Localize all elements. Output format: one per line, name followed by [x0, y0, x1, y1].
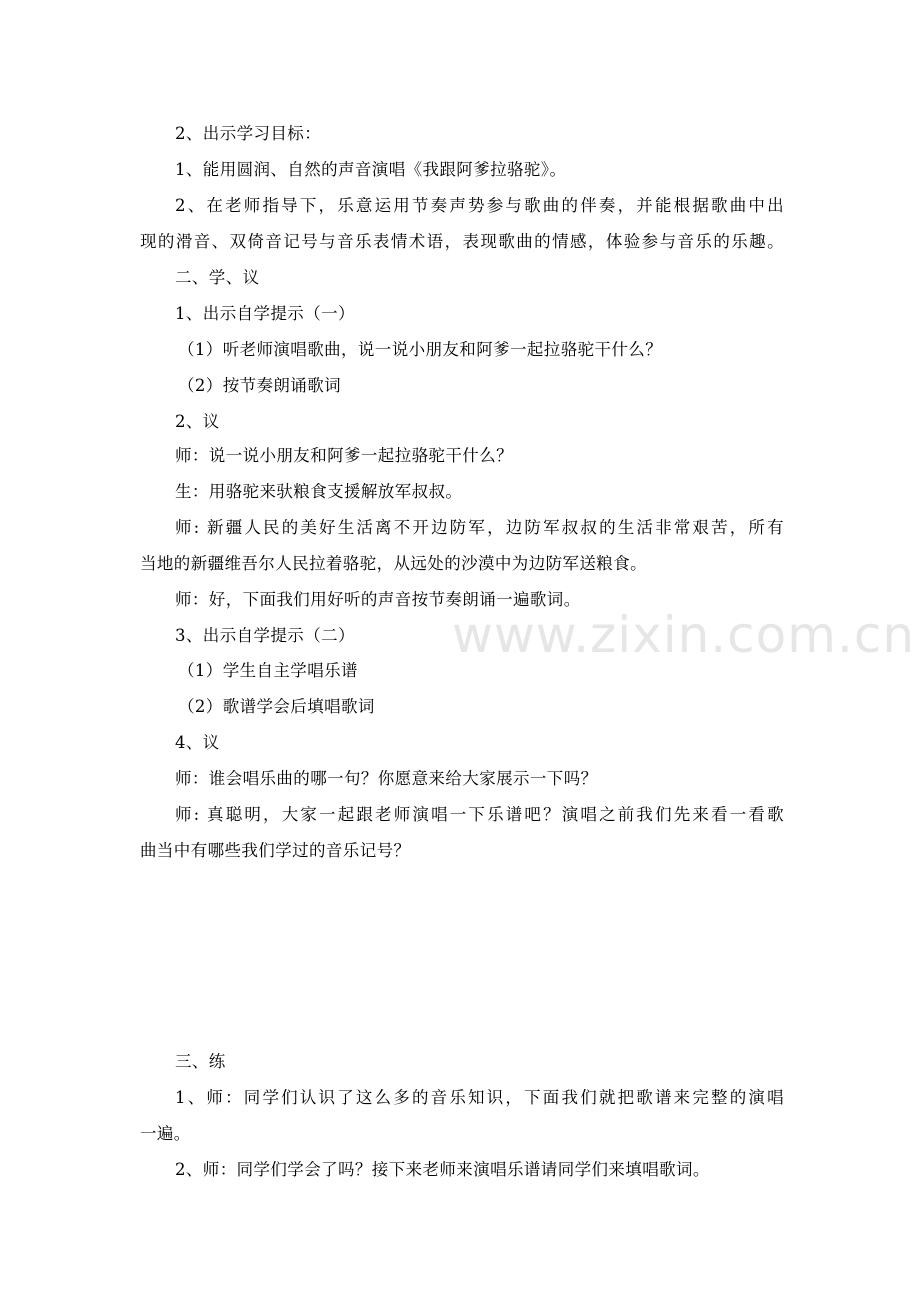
paragraph-line: 师：好，下面我们用好听的声音按节奏朗诵一遍歌词。: [175, 590, 581, 609]
paragraph-line: 生：用骆驼来驮粮食支援解放军叔叔。: [175, 482, 463, 501]
section-heading: 三、练: [175, 1052, 226, 1071]
paragraph-line: 2、出示学习目标：: [175, 124, 322, 143]
paragraph-line: 当地的新疆维吾尔人民拉着骆驼，从远处的沙漠中为边防军送粮食。: [140, 554, 647, 573]
paragraph-line: 师：谁会唱乐曲的哪一句？你愿意来给大家展示一下吗？: [175, 769, 598, 788]
paragraph-line: 师: 真聪明，大家一起跟老师演唱一下乐谱吧？演唱之前我们先来看一看歌: [175, 805, 784, 824]
paragraph-line: 一遍。: [140, 1124, 191, 1143]
paragraph-line: 4、议: [175, 733, 220, 752]
paragraph-line: 曲当中有哪些我们学过的音乐记号？: [140, 841, 411, 860]
paragraph-line: （1）学生自主学唱乐谱: [178, 661, 358, 680]
paragraph-line: 2、师：同学们学会了吗？接下来老师来演唱乐谱请同学们来填唱歌词。: [175, 1160, 710, 1179]
paragraph-line: 1、出示自学提示（一）: [175, 304, 355, 323]
paragraph-line: 师：说一说小朋友和阿爹一起拉骆驼干什么？: [175, 446, 513, 465]
paragraph-line: 2、在老师指导下，乐意运用节奏声势参与歌曲的伴奏，并能根据歌曲中出: [175, 196, 784, 215]
paragraph-line: 3、出示自学提示（二）: [175, 626, 355, 645]
watermark: www.zixin.com.cn: [452, 606, 916, 664]
paragraph-line: 1、师：同学们认识了这么多的音乐知识，下面我们就把歌谱来完整的演唱: [175, 1088, 784, 1107]
section-heading: 二、学、议: [175, 268, 260, 287]
paragraph-line: 现的滑音、双倚音记号与音乐表情术语，表现歌曲的情感，体验参与音乐的乐趣。: [140, 232, 784, 251]
paragraph-line: （1）听老师演唱歌曲，说一说小朋友和阿爹一起拉骆驼干什么？: [178, 340, 663, 359]
paragraph-line: 2、议: [175, 412, 220, 431]
paragraph-line: 1、能用圆润、自然的声音演唱《我跟阿爹拉骆驼》。: [175, 160, 567, 179]
paragraph-line: （2）歌谱学会后填唱歌词: [178, 697, 375, 716]
paragraph-line: （2）按节奏朗诵歌词: [178, 376, 341, 395]
paragraph-line: 师: 新疆人民的美好生活离不开边防军，边防军叔叔的生活非常艰苦，所有: [175, 518, 784, 537]
